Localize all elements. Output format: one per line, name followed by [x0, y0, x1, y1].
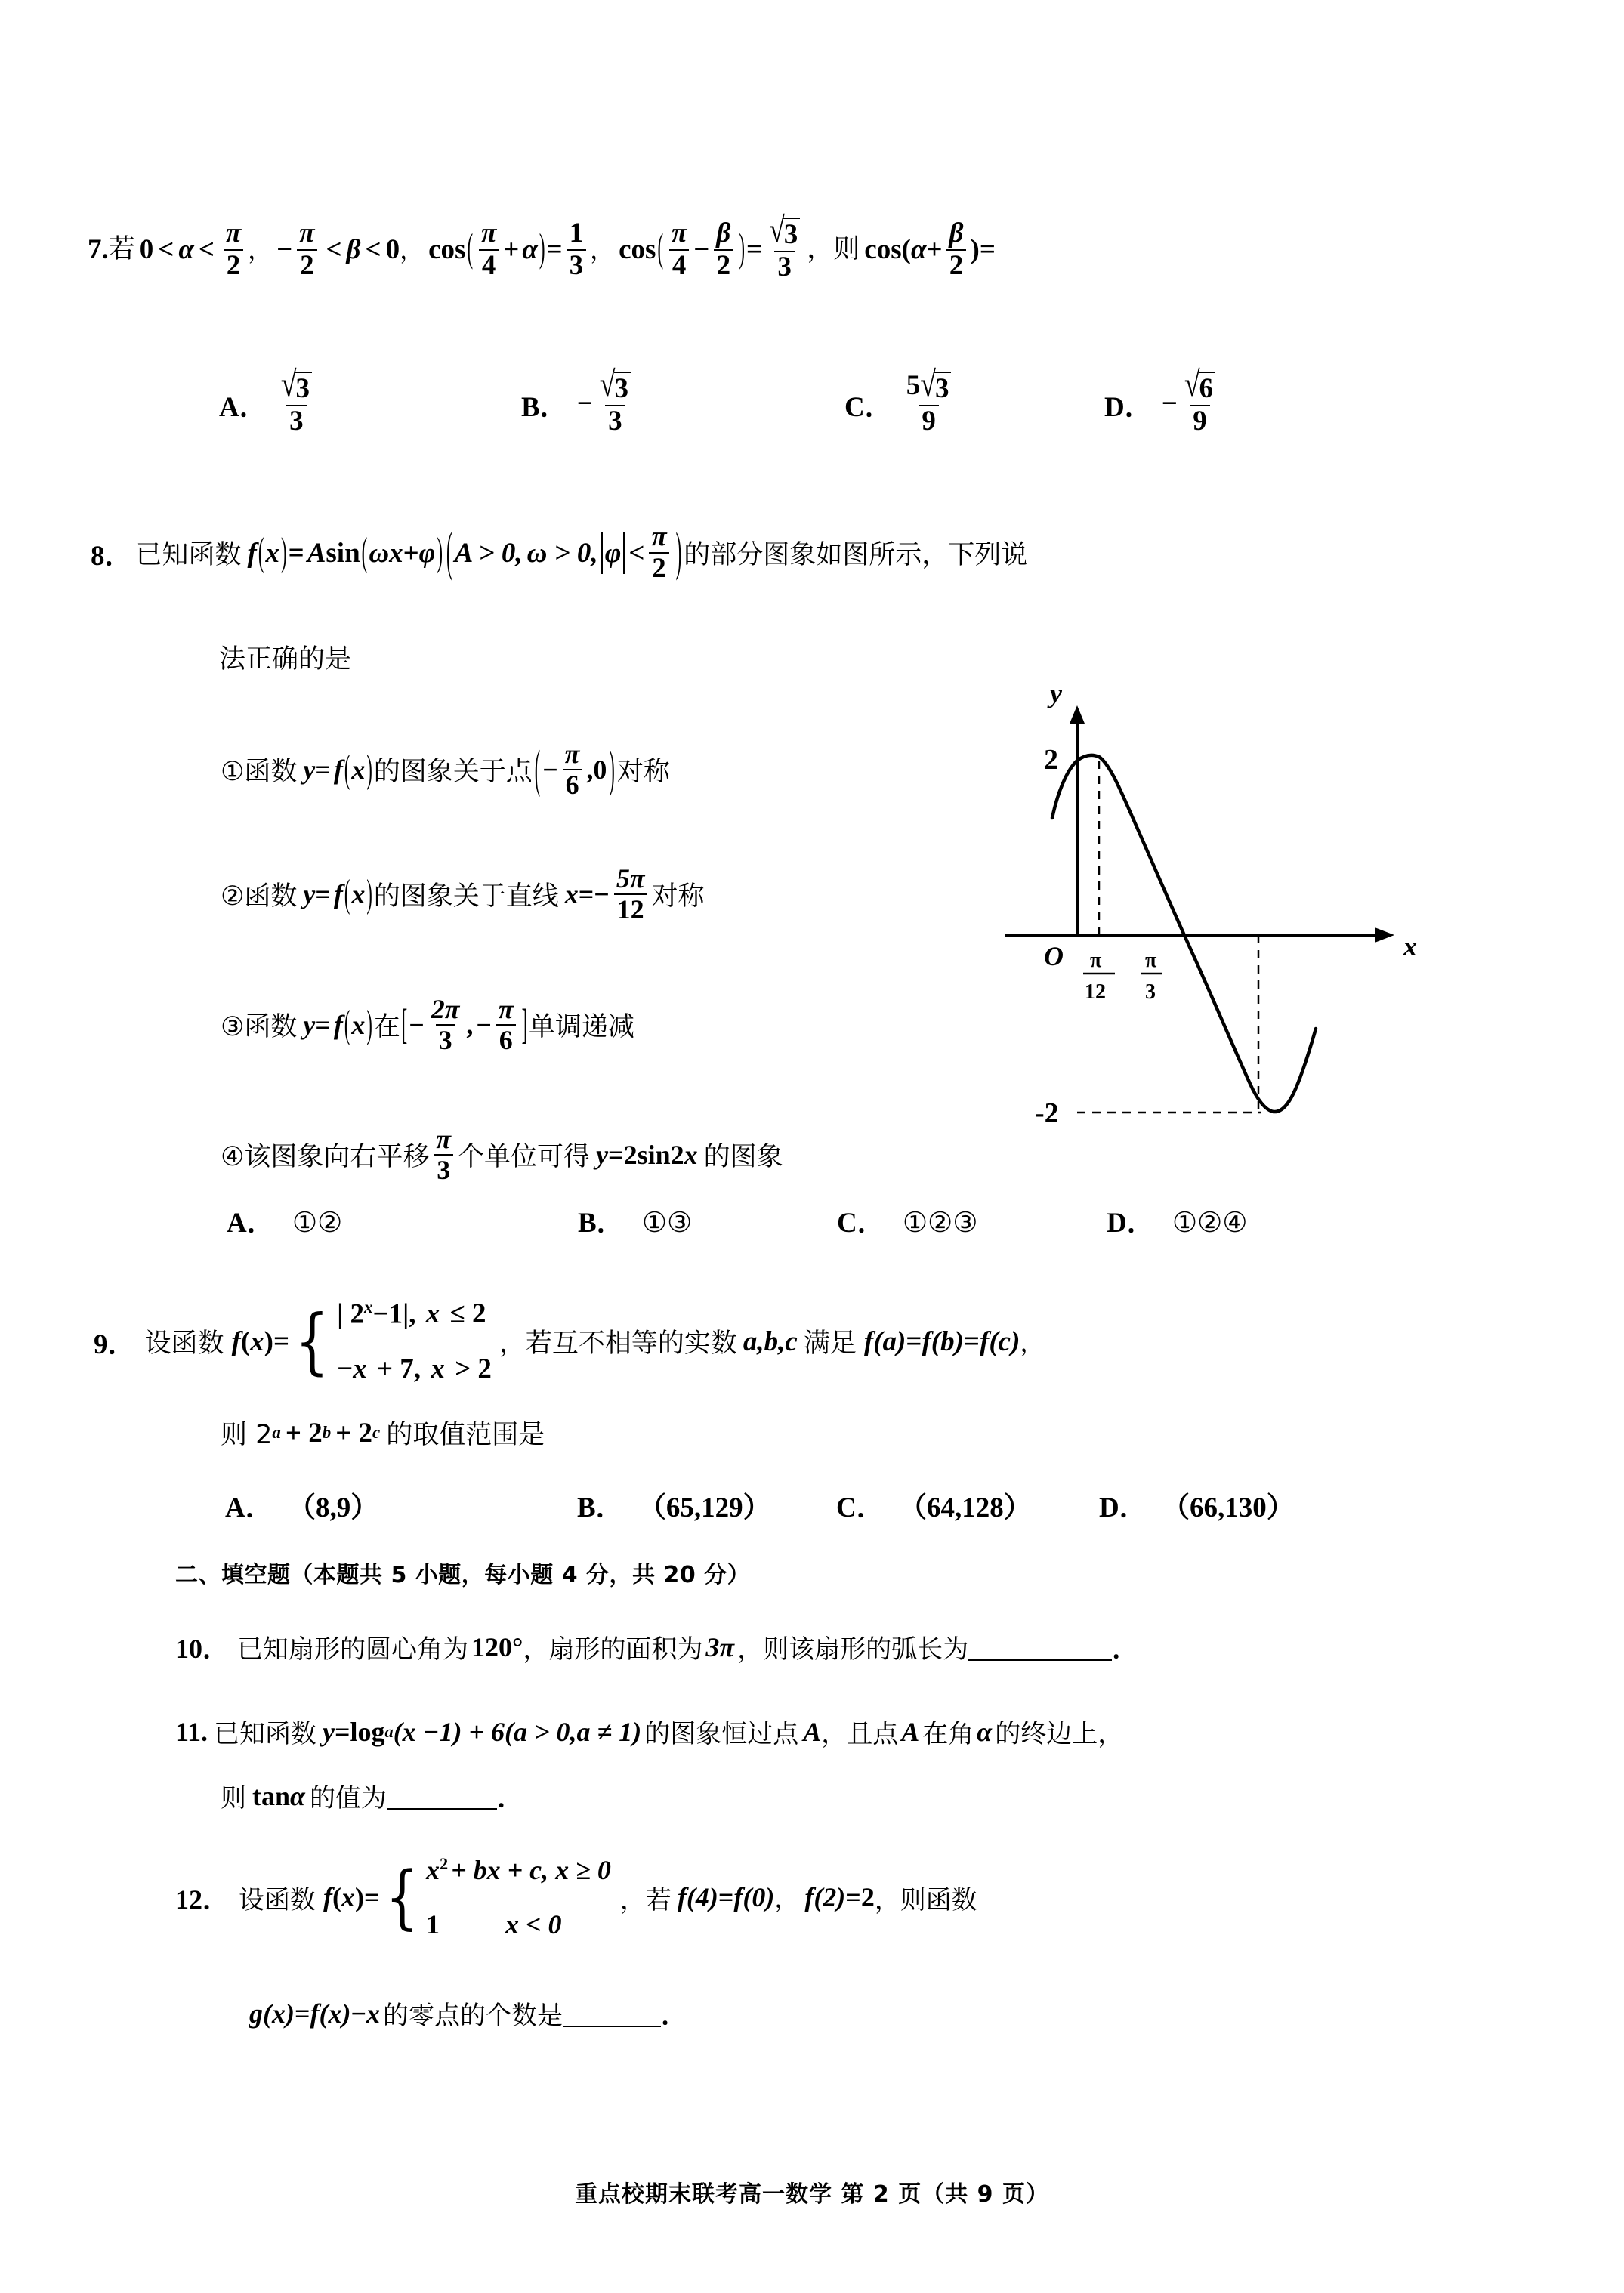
q8-s2-paren-open: (: [344, 872, 350, 916]
q7-option-b[interactable]: [521, 365, 638, 437]
q9-f: f: [231, 1325, 241, 1357]
q8-s3-paren-close: ): [366, 1002, 372, 1047]
q8-s3-y: y: [303, 1010, 316, 1041]
brace-icon: {: [384, 1856, 418, 1937]
q11-line2-post: 的值为: [309, 1783, 387, 1813]
q8-s3-frac1: $\frac{2\pi}{3}$: [431, 994, 460, 1056]
question-7-stem: [88, 211, 996, 282]
q12-f2: f(2): [804, 1882, 846, 1912]
q9-fa: f(a): [863, 1325, 906, 1357]
q7-frac-sqrt3-3: √ 3 3: [766, 218, 803, 282]
q11-point-a: A: [803, 1716, 822, 1747]
x-tick-pi12-den: 12: [1085, 980, 1106, 1004]
q11-alpha: α: [977, 1716, 993, 1747]
q8-option-d-letter: D．: [1107, 1208, 1155, 1239]
q8-paren-open-2: (: [361, 530, 368, 575]
q8-s3-bracket-close: ]: [521, 1000, 527, 1048]
q8-s4-post: 的图象: [703, 1142, 783, 1173]
q9-fc: f(c): [980, 1325, 1020, 1357]
q11-log-arg: (x −1) + 6(a > 0,a ≠ 1): [393, 1716, 642, 1747]
q10-answer-blank[interactable]: [968, 1634, 1112, 1661]
q8-s1-mid: 的图象关于点: [373, 757, 533, 788]
q9-option-a[interactable]: [225, 1484, 378, 1525]
q8-phi: φ: [418, 537, 436, 569]
q8-cond-a: A > 0,: [454, 537, 523, 569]
x-axis-arrow: [1375, 927, 1394, 943]
q11-alpha-2: α: [290, 1780, 305, 1811]
q7-then: ，则: [807, 234, 860, 265]
q12-g: g(x): [249, 1998, 295, 2029]
q9-mid2: 满足: [803, 1329, 857, 1359]
question-9-stem: [94, 1298, 1044, 1385]
q7-option-b-letter: B．: [521, 391, 568, 423]
q10-number: 10．: [175, 1634, 230, 1664]
q11-text-a: 已知函数: [214, 1719, 317, 1750]
q8-figure: [1005, 672, 1473, 1129]
q8-cond-omega: ω > 0,: [526, 537, 598, 569]
x-tick-pi3-num: π: [1145, 949, 1157, 972]
q10-degree: 120°: [471, 1631, 523, 1662]
q8-s2-post: 对称: [651, 881, 705, 912]
q7-frac-pi-2b: $\frac{\pi}{2}$: [296, 219, 317, 280]
q9-option-d-letter: D．: [1099, 1492, 1147, 1523]
q12-mid: ，若: [619, 1884, 672, 1915]
q11-log-base: a: [384, 1721, 394, 1741]
q7-lt-4: <: [365, 234, 381, 266]
q11-number: 11.: [175, 1716, 208, 1747]
q9-eq2: =: [906, 1325, 922, 1357]
q9-exp-b: b: [322, 1423, 332, 1442]
q9-number: 9．: [94, 1329, 136, 1361]
q10-period: ．: [1112, 1634, 1140, 1664]
q8-s2-eq: =: [315, 879, 331, 910]
q8-s1-minus: −: [542, 755, 558, 785]
q9-option-b-letter: B．: [577, 1492, 624, 1523]
q9-plus-2: + 2: [335, 1417, 373, 1449]
q8-s4-expr: 2sin2: [623, 1140, 684, 1171]
q7-eq-3: =: [979, 234, 996, 266]
q12-f: f: [323, 1882, 333, 1912]
q7-plus-2: +: [926, 234, 943, 266]
q11-line2-pre: 则: [221, 1783, 246, 1813]
q7-alpha-2: α: [522, 234, 538, 266]
q8-s3-post: 单调递减: [529, 1012, 635, 1043]
y-tick-neg2: -2: [1035, 1097, 1059, 1129]
q8-s3-minus1: −: [409, 1010, 425, 1041]
q11-text-b: 的图象恒过点: [644, 1719, 799, 1750]
q7-lt-3: <: [326, 234, 342, 266]
sine-graph-svg: [1005, 672, 1473, 1129]
q8-s3-bracket-open: [: [401, 1000, 408, 1048]
q12-line2-post: 的零点的个数是: [382, 2001, 563, 2031]
q12-case-2: 1 x < 0: [425, 1909, 562, 1940]
q7-lt-2: <: [198, 234, 215, 266]
q7-comma-1: ，: [248, 235, 273, 264]
q12-two: 2: [860, 1882, 875, 1912]
q9-fb: f(b): [922, 1325, 964, 1357]
q9-case-1: | $2^x-1|$, x ≤ 2: [337, 1298, 486, 1330]
x-tick-pi3-den: 3: [1145, 980, 1156, 1004]
q7-comma-3: ，: [590, 235, 615, 264]
sqrt-icon: √ 6: [1184, 372, 1215, 403]
q8-x-2: x: [389, 537, 403, 569]
q8-s1-zero: ,0: [586, 755, 607, 785]
q7-option-d[interactable]: [1104, 365, 1222, 437]
q8-lt: <: [628, 537, 645, 569]
q7-zero-2: 0: [385, 234, 400, 266]
q7-beta: β: [346, 234, 361, 266]
q12-line2-eq: =: [294, 1998, 310, 2029]
q12-paren-close: ): [355, 1882, 365, 1912]
q12-line2-x: x: [366, 1998, 380, 2029]
q7-frac-beta-2b: $\frac{\beta}{2}$: [946, 219, 967, 280]
q8-statement-2: [221, 865, 704, 924]
q8-statement-4: [221, 1125, 783, 1185]
q8-s4-x: x: [684, 1140, 698, 1171]
q7-option-c-value: 5 √ 3 9: [903, 372, 955, 436]
q8-f: f: [247, 537, 257, 569]
q9-exp-c: c: [372, 1423, 381, 1442]
q9-piecewise: [289, 1298, 492, 1385]
q7-sqrt-3: √ 3: [769, 218, 800, 249]
q7-eq-1: =: [546, 234, 563, 266]
q8-option-a-value: ①②: [292, 1206, 343, 1239]
q8-s3-eq: =: [315, 1010, 331, 1041]
q11-text-e: 的终边上，: [995, 1719, 1124, 1750]
q12-piecewise: [380, 1854, 611, 1940]
q9-eq3: =: [963, 1325, 980, 1357]
q8-s3-comma: ,: [466, 1010, 474, 1041]
q8-s1-pre: ①函数: [221, 757, 298, 788]
q8-s1-post: 对称: [616, 757, 670, 788]
q9-eq: =: [273, 1325, 290, 1357]
q7-comma-2: ，: [400, 235, 425, 264]
q7-paren-open-2: (: [657, 226, 664, 270]
q8-s3-x: x: [351, 1010, 366, 1041]
q8-paren-close: ): [280, 530, 287, 575]
q8-s2-frac: $\frac{5\pi}{12}$: [613, 865, 648, 924]
q8-s4-mid: 个单位可得: [458, 1142, 591, 1173]
question-8-stem: [91, 523, 1027, 584]
q8-option-c-value: ①②③: [902, 1206, 978, 1239]
q12-comma: ，: [774, 1884, 799, 1913]
q8-s3-frac2: $\frac{\pi}{6}$: [496, 995, 517, 1055]
q7-paren-close-3: ): [970, 234, 980, 266]
q8-s4-eq: =: [608, 1140, 624, 1171]
q9-option-c[interactable]: [836, 1484, 1032, 1525]
q8-option-c-letter: C．: [837, 1208, 885, 1239]
q9-lead: 设函数: [144, 1329, 224, 1359]
q10-area: 3π: [705, 1631, 735, 1662]
q8-number: 8．: [91, 541, 133, 572]
q9-paren-open: (: [240, 1325, 251, 1357]
q7-frac-pi-2: $\frac{\pi}{2}$: [223, 219, 244, 280]
q8-option-a[interactable]: [227, 1199, 342, 1240]
q8-frac-pi-2: $\frac{\pi}{2}$: [648, 523, 669, 584]
q8-s1-paren-open-2: (: [534, 739, 541, 798]
q8-option-b-value: ①③: [641, 1206, 693, 1239]
origin-label: O: [1044, 941, 1064, 971]
q8-option-c[interactable]: [837, 1199, 978, 1240]
q7-frac-pi-4b: $\frac{\pi}{4}$: [668, 219, 690, 280]
sqrt-icon: √ 3: [600, 372, 631, 403]
q12-eq3: =: [845, 1882, 861, 1912]
section-2-heading: 二、填空题（本题共 5 小题，每小题 4 分，共 20 分）: [175, 1562, 751, 1588]
q7-cos-2: cos: [619, 234, 656, 266]
q9-option-a-value: （8,9）: [287, 1492, 379, 1523]
q7-lt-1: <: [158, 234, 174, 266]
q8-s1-eq: =: [315, 755, 331, 785]
q9-option-d-value: （66,130）: [1161, 1492, 1295, 1523]
q8-s2-y: y: [303, 879, 316, 910]
q12-paren-open: (: [332, 1882, 342, 1912]
q12-f4: f(4): [677, 1882, 718, 1912]
q8-option-d-value: ①②④: [1172, 1206, 1248, 1239]
q12-case-1: $x^2$ + bx + c, x ≥ 0: [425, 1854, 611, 1885]
q7-option-a-value: √ 3 3: [278, 372, 315, 436]
q8-s4-pre: ④该图象向右平移: [221, 1142, 430, 1173]
q9-option-a-letter: A．: [225, 1492, 273, 1523]
q8-paren-close-2: ): [437, 530, 443, 575]
q7-frac-pi-4: $\frac{\pi}{4}$: [478, 219, 499, 280]
q7-number: 7.: [88, 234, 109, 266]
q12-line2: [249, 1994, 688, 2032]
q8-lead: 已知函数: [135, 540, 242, 571]
q7-alpha: α: [178, 234, 194, 266]
q11-text-c: ，且点: [821, 1719, 899, 1750]
q8-s3-mid: 在: [373, 1012, 400, 1043]
q12-eq2: =: [718, 1882, 734, 1912]
q7-paren-close-1: ): [539, 226, 545, 270]
q8-phi-2: φ: [604, 537, 622, 569]
q11-period: ．: [496, 1782, 524, 1813]
question-12: [175, 1854, 977, 1940]
q8-s2-paren-close: ): [366, 872, 372, 916]
q9-option-c-value: （64,128）: [898, 1492, 1032, 1523]
q8-option-b-letter: B．: [578, 1208, 625, 1239]
q7-frac-beta-2: $\frac{\beta}{2}$: [713, 219, 733, 280]
q8-tail: 的部分图象如图所示，下列说: [684, 540, 1028, 571]
q10-text-a: 已知扇形的圆心角为: [237, 1634, 469, 1665]
q8-x: x: [265, 537, 279, 569]
y-axis-label: y: [1050, 678, 1062, 708]
q8-line2: 法正确的是: [219, 644, 352, 674]
q8-s4-frac: $\frac{\pi}{3}$: [433, 1125, 454, 1185]
q7-zero: 0: [139, 234, 154, 266]
q7-option-b-sign: −: [576, 388, 593, 420]
q8-s2-f: f: [333, 879, 343, 910]
q7-plus-1: +: [503, 234, 520, 266]
q8-option-a-letter: A．: [227, 1208, 275, 1239]
q9-abc: a,b,c: [743, 1325, 798, 1357]
q8-statement-3: [221, 995, 634, 1055]
q11-y: y: [323, 1716, 335, 1747]
q8-s2-x2: x: [564, 879, 579, 910]
q7-minus-2: −: [693, 234, 710, 266]
abs-bar-icon: [623, 532, 625, 575]
q9-exp-a: a: [272, 1423, 281, 1442]
q7-frac-1-3: $\frac{1}{3}$: [567, 219, 587, 280]
sqrt-icon: √ 3: [281, 372, 312, 403]
q9-option-d[interactable]: [1099, 1484, 1295, 1525]
q8-paren-open: (: [258, 530, 264, 575]
q8-paren-close-3: ): [675, 523, 682, 582]
q8-option-b[interactable]: [578, 1199, 692, 1240]
q7-lead: 若: [108, 234, 135, 265]
q11-point-a-2: A: [901, 1716, 920, 1747]
page-footer: 重点校期末联考高一数学 第 2 页（共 9 页）: [575, 2181, 1049, 2208]
q7-cos-3: cos(: [864, 234, 911, 266]
brace-icon: {: [295, 1299, 329, 1383]
q8-s1-x: x: [351, 755, 366, 785]
q7-paren-open-1: (: [467, 226, 474, 270]
q12-post: ，则函数: [874, 1884, 977, 1915]
q8-s1-y: y: [303, 755, 316, 785]
q8-option-d[interactable]: [1107, 1199, 1248, 1240]
q10-text-b: ，扇形的面积为: [523, 1634, 703, 1665]
q9-option-b[interactable]: [577, 1484, 771, 1525]
q9-case-2: −x + 7, x > 2: [337, 1353, 492, 1385]
question-10: [175, 1628, 1139, 1666]
q12-line2-f: f(x): [310, 1998, 351, 2029]
q8-s2-minus: −: [594, 879, 610, 910]
q11-answer-blank[interactable]: [387, 1782, 497, 1810]
q12-answer-blank[interactable]: [563, 2000, 661, 2027]
q8-s1-f: f: [333, 755, 343, 785]
abs-bar-icon: [601, 532, 603, 575]
q8-s3-pre: ③函数: [221, 1012, 298, 1043]
q8-s3-minus2: −: [476, 1010, 492, 1041]
q9-line2-post: 的取值范围是: [386, 1420, 545, 1450]
q7-paren-close-2: ): [739, 226, 745, 270]
q9-line2-pre: 则 2: [221, 1420, 273, 1450]
sine-curve: [1052, 755, 1316, 1112]
question-11: [175, 1713, 1123, 1750]
q12-lead: 设函数: [239, 1884, 316, 1915]
q8-sin: sin: [326, 537, 360, 569]
q8-s4-y: y: [596, 1140, 609, 1171]
q12-eq: =: [364, 1882, 380, 1912]
q8-s3-f: f: [333, 1010, 343, 1041]
q10-text-c: ，则该扇形的弧长为: [737, 1634, 969, 1665]
q7-option-d-letter: D．: [1104, 391, 1153, 423]
q9-option-c-letter: C．: [836, 1492, 885, 1523]
q11-tan: tan: [252, 1780, 291, 1811]
q7-option-b-value: √ 3 3: [597, 372, 634, 436]
q8-s1-paren-close: ): [366, 747, 372, 792]
q9-option-b-value: （65,129）: [638, 1492, 771, 1523]
q8-plus: +: [403, 537, 419, 569]
y-tick-2: 2: [1044, 744, 1058, 776]
q7-option-d-value: √ 6 9: [1181, 372, 1218, 436]
q7-eq-2: =: [746, 234, 763, 266]
q7-option-a[interactable]: [219, 365, 319, 437]
q8-s2-eq2: =: [578, 879, 594, 910]
q12-line2-minus: −: [350, 1998, 366, 2029]
q8-s2-x: x: [351, 879, 366, 910]
q12-period: ．: [660, 2000, 688, 2030]
q8-eq: =: [288, 537, 304, 569]
q9-x: x: [250, 1325, 264, 1357]
q9-comma: ，: [1020, 1329, 1045, 1358]
q11-line2: [221, 1776, 524, 1815]
q7-option-a-letter: A．: [219, 391, 267, 423]
q12-number: 12．: [175, 1884, 230, 1915]
q12-f0: f(0): [733, 1882, 775, 1912]
q8-s1-paren-open: (: [344, 747, 350, 792]
q8-omega: ω: [369, 537, 390, 569]
q7-option-d-sign: −: [1161, 388, 1178, 420]
x-tick-pi12-num: π: [1090, 949, 1102, 972]
q8-s2-pre: ②函数: [221, 881, 298, 912]
q11-log: log: [350, 1716, 385, 1747]
q8-s2-mid: 的图象关于直线: [373, 881, 559, 912]
q7-minus-1: −: [276, 234, 293, 266]
sqrt-icon: √ 3: [920, 372, 951, 403]
q9-plus-1: + 2: [285, 1417, 323, 1449]
q7-alpha-3: α: [910, 234, 927, 266]
q12-x: x: [341, 1882, 356, 1912]
q11-eq: =: [335, 1716, 350, 1747]
q8-s1-paren-close-2: ): [609, 739, 615, 798]
q11-text-d: 在角: [922, 1719, 974, 1750]
q9-paren-close: ): [264, 1325, 273, 1357]
q8-statement-1: [221, 740, 670, 800]
q8-paren-open-3: (: [446, 523, 452, 582]
x-axis-label: x: [1403, 931, 1417, 961]
q7-option-c[interactable]: [844, 365, 958, 437]
q7-option-c-letter: C．: [844, 391, 893, 423]
q9-mid: ，若互不相等的实数: [499, 1329, 737, 1359]
q8-s1-frac: $\frac{\pi}{6}$: [562, 740, 583, 800]
q8-s3-paren-open: (: [344, 1002, 350, 1047]
y-axis-arrow: [1070, 705, 1085, 724]
q7-cos-1: cos: [428, 234, 466, 266]
q8-amplitude: A: [307, 537, 326, 569]
q9-line2: [221, 1414, 545, 1452]
